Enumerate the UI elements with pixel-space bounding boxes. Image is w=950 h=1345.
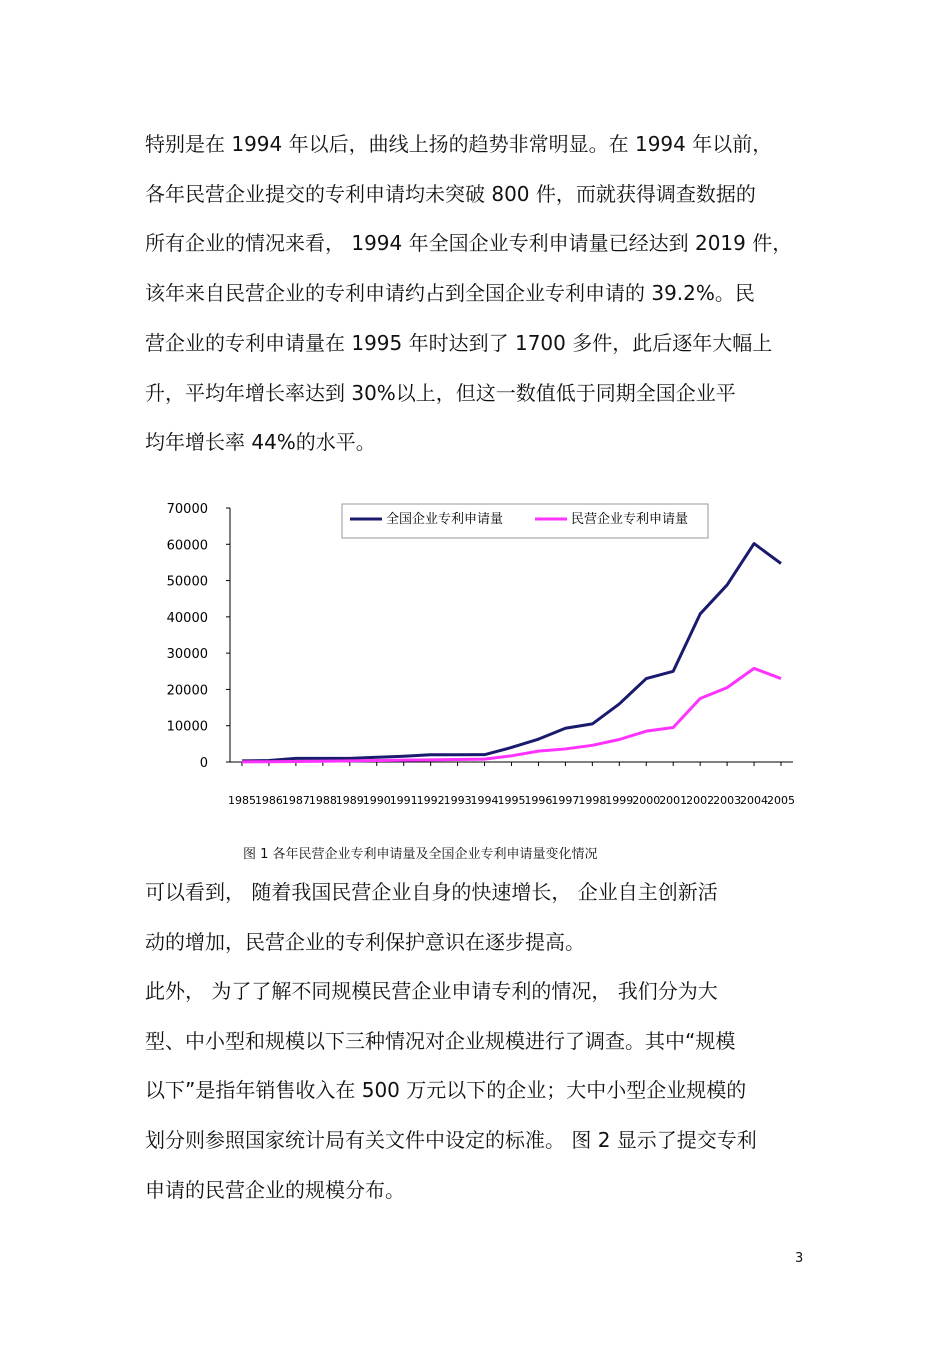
- x-tick-label: 1987: [281, 794, 310, 807]
- x-tick-label: 2003: [713, 794, 742, 807]
- x-tick-label: 1997: [551, 794, 580, 807]
- y-tick-label: 40000: [166, 610, 208, 626]
- x-tick-label: 2001: [659, 794, 688, 807]
- y-tick-label: 60000: [166, 538, 208, 554]
- line-chart: [150, 492, 810, 812]
- text-line: 以下”是指年销售收入在 500 万元以下的企业；大中小型企业规模的: [145, 1078, 747, 1103]
- text-line: 申请的民营企业的规模分布。: [145, 1177, 405, 1202]
- x-tick-label: 1993: [443, 794, 472, 807]
- x-tick-label: 1994: [470, 794, 499, 807]
- x-tick-label: 1999: [605, 794, 634, 807]
- y-tick-label: 0: [199, 756, 208, 771]
- x-tick-label: 2005: [767, 794, 795, 807]
- text-line: 特别是在 1994 年以后，曲线上扬的趋势非常明显。在 1994 年以前，: [145, 132, 773, 156]
- x-tick-label: 1990: [362, 794, 391, 807]
- x-tick-label: 1988: [308, 794, 337, 807]
- x-tick-label: 1995: [497, 794, 526, 807]
- x-tick-label: 1998: [578, 794, 607, 807]
- y-tick-label: 30000: [166, 647, 208, 663]
- x-tick-label: 2000: [632, 794, 661, 807]
- text-line: 划分则参照国家统计局有关文件中设定的标准。 图 2 显示了提交专利: [145, 1128, 757, 1153]
- text-line: 该年来自民营企业的专利申请约占到全国企业专利申请的 39.2%。民: [145, 281, 755, 306]
- x-tick-label: 1989: [335, 794, 364, 807]
- x-tick-label: 1985: [228, 794, 256, 807]
- text-line: 所有企业的情况来看， 1994 年全国企业专利申请量已经达到 2019 件，: [145, 231, 793, 256]
- text-line: 此外， 为了了解不同规模民营企业申请专利的情况， 我们分为大: [145, 979, 718, 1003]
- text-line: 各年民营企业提交的专利申请均未突破 800 件，而就获得调查数据的: [145, 181, 756, 206]
- x-tick-label: 2004: [740, 794, 769, 807]
- y-tick-label: 70000: [166, 502, 208, 517]
- text-line: 营企业的专利申请量在 1995 年时达到了 1700 多件，此后逐年大幅上: [145, 330, 773, 355]
- legend-label: 民营企业专利申请量: [571, 512, 689, 527]
- x-tick-label: 1986: [254, 794, 283, 807]
- x-tick-label: 1992: [416, 794, 445, 807]
- page-number: 3: [795, 1251, 804, 1266]
- text-line: 型、中小型和规模以下三种情况对企业规模进行了调查。其中“规模: [145, 1028, 736, 1053]
- series-line-1: [242, 544, 781, 761]
- x-tick-label: 1991: [389, 794, 418, 807]
- text-line: 均年增长率 44%的水平。: [145, 430, 376, 455]
- legend-label: 全国企业专利申请量: [386, 512, 504, 527]
- text-line: 升，平均年增长率达到 30%以上，但这一数值低于同期全国企业平: [145, 380, 736, 405]
- y-tick-label: 10000: [166, 719, 208, 735]
- figure-caption: 图 1 各年民营企业专利申请量及全国企业专利申请量变化情况: [243, 847, 598, 862]
- x-tick-label: 1996: [524, 794, 553, 807]
- chart-svg: [150, 492, 810, 812]
- x-tick-label: 2002: [686, 794, 715, 807]
- text-line: 可以看到， 随着我国民营企业自身的快速增长， 企业自主创新活: [145, 880, 718, 904]
- y-tick-label: 50000: [166, 574, 208, 590]
- y-tick-label: 20000: [166, 683, 208, 699]
- text-line: 动的增加，民营企业的专利保护意识在逐步提高。: [145, 929, 585, 954]
